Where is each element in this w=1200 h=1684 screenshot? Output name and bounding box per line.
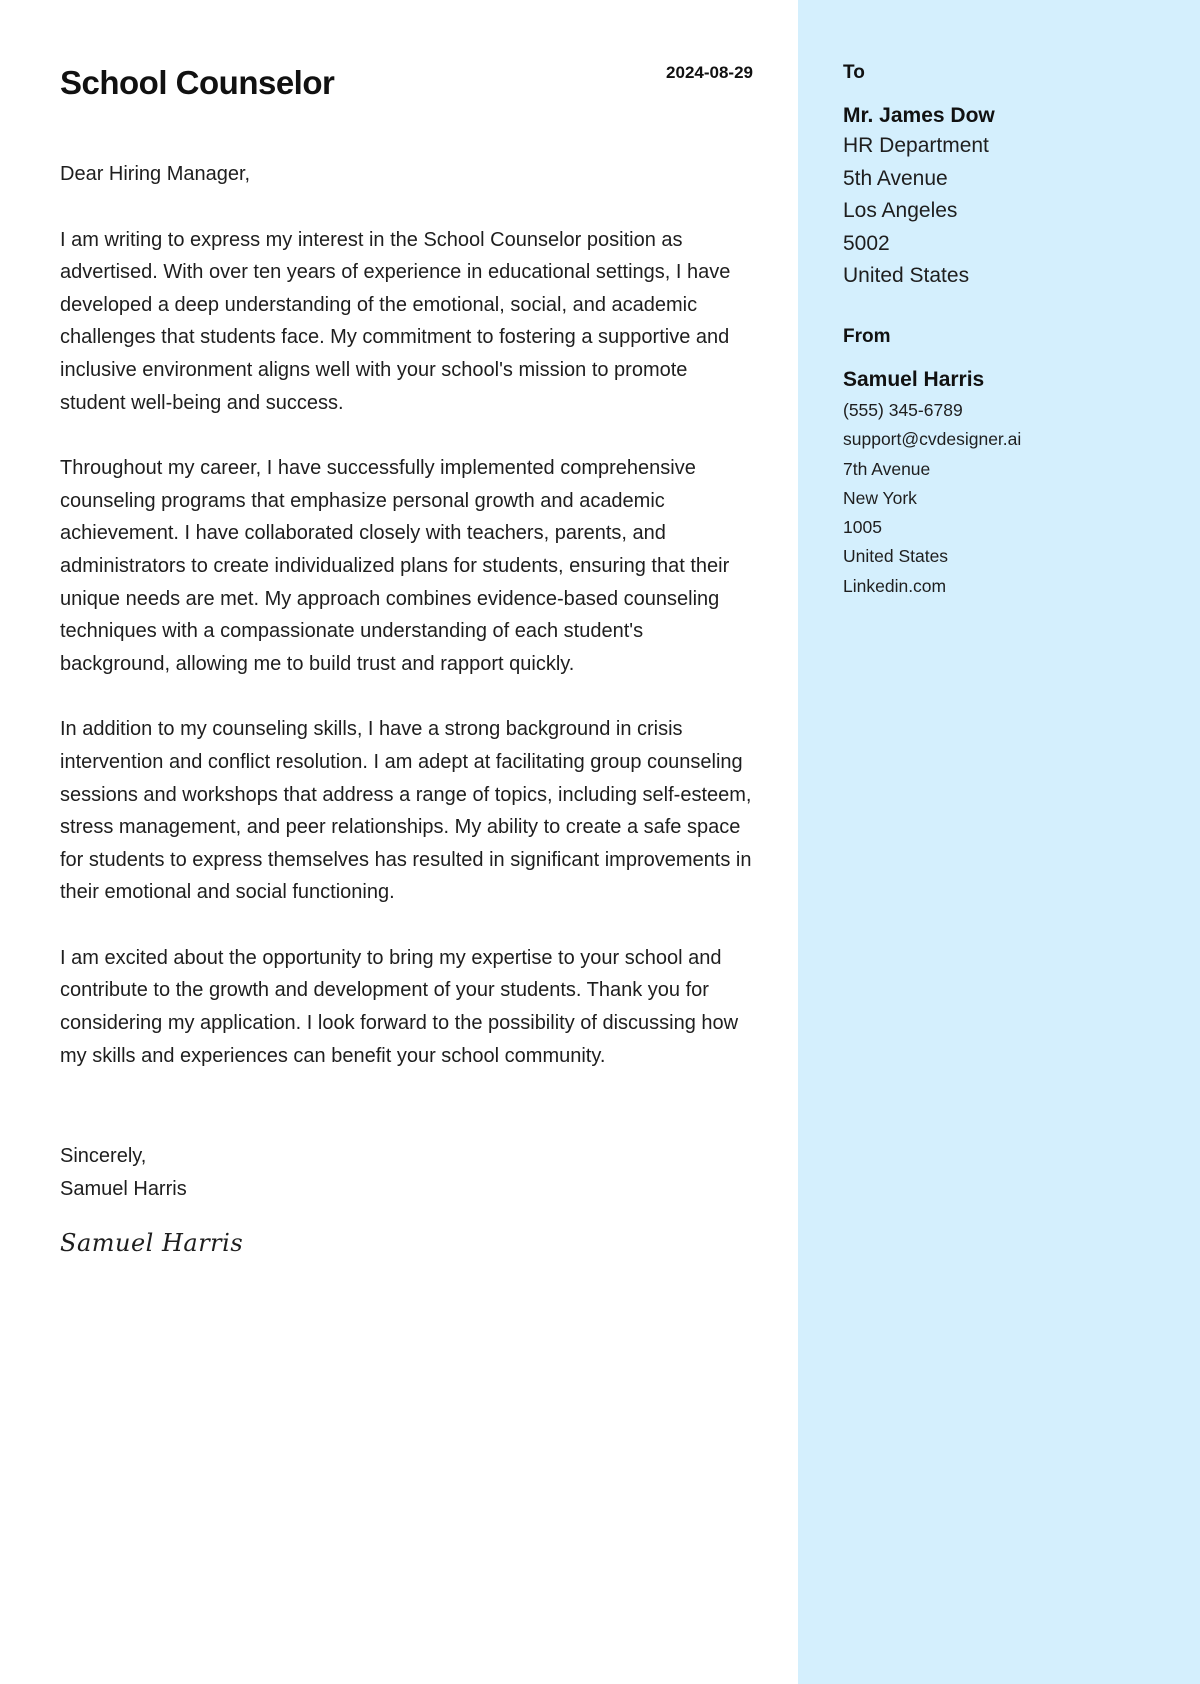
recipient-street: 5th Avenue (843, 166, 948, 190)
sender-name: Samuel Harris (843, 367, 985, 391)
body-paragraph-2: Throughout my career, I have successfully implemented comprehensive counseling programs that emphasize personal growth and academic achievement. I have collaborated closely with teachers, parents, and administrators to create individualized plans for students, ensuring that their unique needs are met. My approach combines evidence-based counseling techniques with a compassionate understanding of each student's background, allowing me to build trust and rapport quickly. (60, 457, 730, 675)
sender-label: From (843, 325, 891, 347)
contact-details (843, 62, 1183, 601)
sender-phone: (555) 345-6789 (843, 399, 963, 420)
recipient-country: United States (843, 264, 970, 288)
letter-header (60, 0, 753, 150)
recipient-department: HR Department (843, 134, 989, 157)
sender-website: Linkedin.com (843, 575, 947, 596)
contact-sidebar (798, 0, 1200, 1684)
body-paragraph-4: I am excited about the opportunity to bring my expertise to your school and contribute to the growth and development of your students. Thank you for considering my application. I look forward to the possibility of discussing how my skills and experiences can benefit your school community. (60, 946, 739, 1067)
greeting: Dear Hiring Manager, (60, 163, 251, 185)
handwritten-signature: Samuel Harris (60, 1229, 244, 1258)
sender-country: United States (843, 546, 949, 567)
closing-phrase: Sincerely, (60, 1145, 147, 1168)
recipient-name: Mr. James Dow (843, 104, 995, 127)
recipient-label: To (843, 62, 865, 83)
sender-city: New York (843, 487, 917, 508)
letter-date: 2024-08-29 (666, 63, 753, 82)
recipient-block (843, 62, 1183, 293)
sender-block (843, 326, 1183, 601)
sender-street: 7th Avenue (843, 458, 931, 479)
job-title: School Counselor (60, 64, 335, 101)
recipient-zip: 5002 (843, 231, 890, 255)
body-paragraph-1: I am writing to express my interest in the School Counselor position as advertised. With over ten years of experience in educational settings, I have developed a deep understanding of the emotional, social, and academic challenges that students face. My commitment to fostering a supportive and inclusive environment aligns well with your school's mission to promote student well-being and success. (60, 228, 731, 414)
letter-body (60, 158, 753, 1072)
recipient-city: Los Angeles (843, 199, 958, 223)
sender-printed-name: Samuel Harris (60, 1177, 187, 1200)
body-paragraph-3: In addition to my counseling skills, I have a strong background in crisis intervention and conflict resolution. I am adept at facilitating group counseling sessions and workshops that address a range of topics, including self-esteem, stress management, and peer relationships. My ability to create a safe space for students to express themselves has resulted in significant improvements in their emotional and social functioning. (60, 718, 752, 904)
sender-zip: 1005 (843, 517, 882, 538)
letter-main-column (60, 0, 753, 1257)
letter-closing (60, 1140, 753, 1205)
sender-email: support@cvdesigner.ai (843, 429, 1022, 450)
